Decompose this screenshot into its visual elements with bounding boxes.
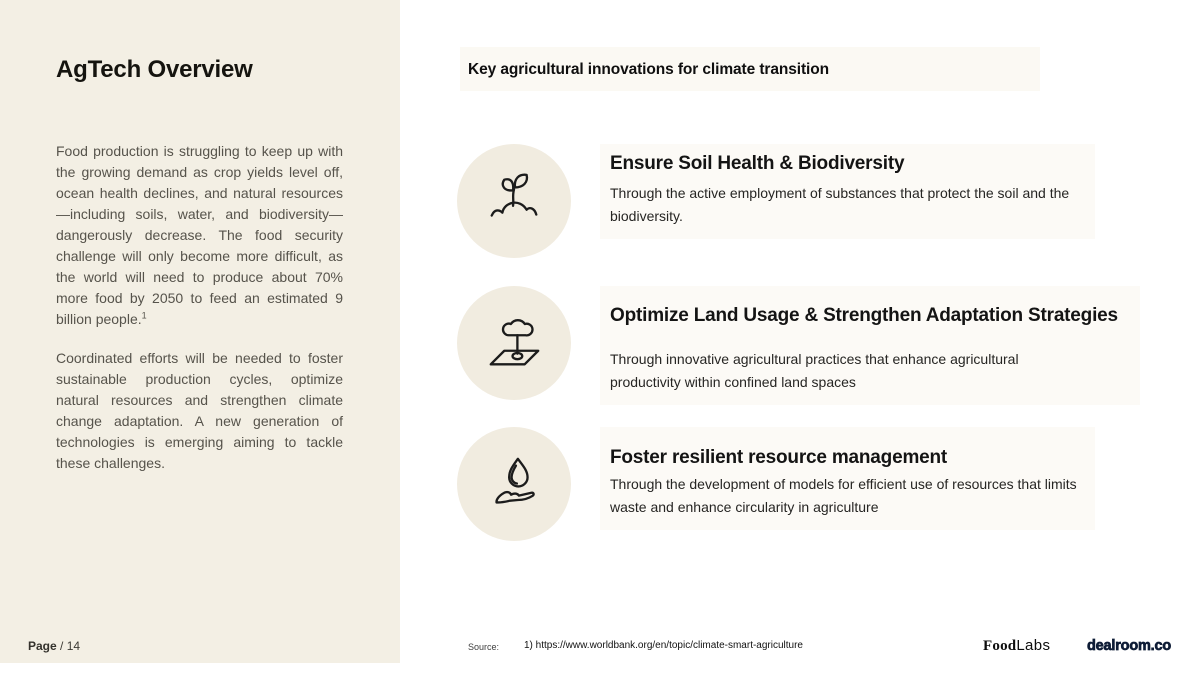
item-description: Through the development of models for efficient use of resources that limits waste and enhance circularity in agriculture <box>610 476 1077 515</box>
dealroom-logo: dealroom.co <box>1087 638 1172 654</box>
innovation-item-resource-management <box>457 427 1095 541</box>
water-drop-hand-icon <box>457 427 571 541</box>
item-description: Through innovative agricultural practices that enhance agricultural productivity within confined land spaces <box>610 351 1019 390</box>
section-heading: Key agricultural innovations for climate transition <box>468 61 829 78</box>
page-number <box>28 639 80 653</box>
intro-paragraph-1 <box>56 141 343 330</box>
foodlabs-logo-labs: Labs <box>1016 637 1051 654</box>
source-url: 1) https://www.worldbank.org/en/topic/climate-smart-agriculture <box>524 640 803 651</box>
item-text-block <box>600 144 1095 239</box>
item-title: Foster resilient resource management <box>610 447 948 468</box>
item-text-block <box>600 427 1095 530</box>
foodlabs-logo-food: Food <box>983 638 1017 654</box>
item-title: Ensure Soil Health & Biodiversity <box>610 153 905 174</box>
page-title: AgTech Overview <box>56 56 253 83</box>
foodlabs-logo <box>983 637 1050 655</box>
innovation-item-land-usage <box>457 286 1140 405</box>
item-title: Optimize Land Usage & Strengthen Adaptation Strategies <box>610 305 1118 326</box>
page-number-label: Page <box>28 639 57 653</box>
left-panel <box>0 0 400 663</box>
page-number-value: / 14 <box>60 639 81 653</box>
intro-paragraph-1-text: Food production is struggling to keep up with the growing demand as crop yields level off, ocean health declines, and natural resources—including soils, water, and biodiversity—dangerously decrease. The food security challenge will only become more difficult, as the world will need to produce about 70% more food by 2050 to feed an estimated 9 billion people. <box>56 143 343 327</box>
footnote-marker: 1 <box>141 310 147 321</box>
section-heading-box <box>460 47 1040 91</box>
intro-paragraph-2: Coordinated efforts will be needed to foster sustainable production cycles, optimize natural resources and strengthen climate change adaptation. A new generation of technologies is emerging aiming to tackle these challenges. <box>56 350 343 471</box>
item-text-block <box>600 286 1140 405</box>
item-description: Through the active employment of substances that protect the soil and the biodiversity. <box>610 185 1070 224</box>
innovation-item-soil-health <box>457 144 1095 258</box>
source-label: Source: <box>468 642 500 652</box>
tree-on-land-icon <box>457 286 571 400</box>
sprout-icon <box>457 144 571 258</box>
